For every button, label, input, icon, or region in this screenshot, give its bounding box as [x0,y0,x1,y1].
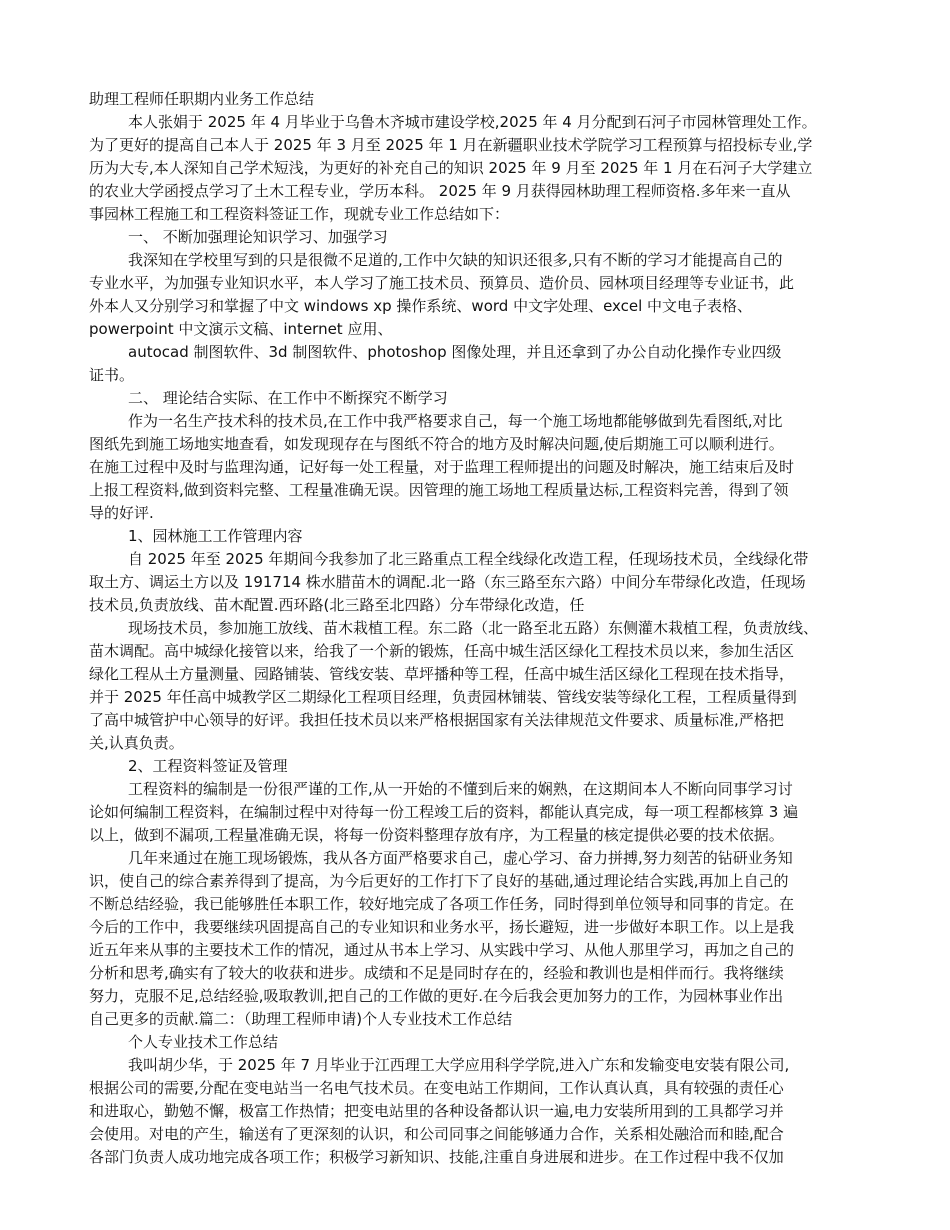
section-heading: 个人专业技术工作总结 [128,1033,279,1051]
text-line: 历为大专,本人深知自己学术短浅，为更好的补充自己的知识 2025 年 9 月至 2025 年 1 月在石河子大学建立 [89,159,813,177]
text-line: 的农业大学函授点学习了土木工程专业，学历本科。 2025 年 9 月获得园林助理工程师资格.多年来一直从 [89,182,791,200]
text-line: 了高中城管护中心领导的好评。我担任技术员以来严格根据国家有关法律规范文件要求、质量标准,严格把 [89,711,784,729]
text-line: 图纸先到施工场地实地查看，如发现现存在与图纸不符合的地方及时解决问题,使后期施工可以顺利进行。 [89,435,784,453]
text-line: 近五年来从事的主要技术工作的情况，通过从书本上学习、从实践中学习、从他人那里学习，再加之自己的 [89,941,795,959]
section-heading: 二、 理论结合实际、在工作中不断探究不断学习 [128,389,448,407]
text-line: 现场技术员，参加施工放线、苗木栽植工程。东二路（北一路至北五路）东侧灌木栽植工程，负责放线、 [128,619,819,637]
text-line: 几年来通过在施工现场锻炼，我从各方面严格要求自己，虚心学习、奋力拼搏,努力刻苦的钻研业务知 [128,849,793,867]
text-line: 分析和思考,确实有了较大的收获和进步。成绩和不足是同时存在的，经验和教训也是相伴而行。我将继续 [89,964,784,982]
text-line: 以上，做到不漏项,工程量准确无误，将每一份资料整理存放有序，为工程量的核定提供必要的技术依据。 [89,826,784,844]
text-line: autocad 制图软件、3d 制图软件、photoshop 图像处理，并且还拿到了办公自动化操作专业四级 [128,343,782,361]
text-line: 导的好评. [89,504,154,522]
text-line: 作为一名生产技术科的技术员,在工作中我严格要求自己，每一个施工场地都能够做到先看图纸,对比 [128,412,783,430]
subsection-heading: 2、工程资料签证及管理 [128,757,288,775]
text-line: 技术员,负责放线、苗木配置.西环路(北三路至北四路）分车带绿化改造，任 [89,596,585,614]
text-line: 外本人又分别学习和掌握了中文 windows xp 操作系统、word 中文字处理、excel 中文电子表格、 [89,297,753,315]
text-line: 自 2025 年至 2025 年期间今我参加了北三路重点工程全线绿化改造工程，任现场技术员，全线绿化带 [128,550,809,568]
text-line: 论如何编制工程资料，在编制过程中对待每一份工程竣工后的资料，都能认真完成，每一项工程都核算 3 遍 [89,803,799,821]
document-title: 助理工程师任职期内业务工作总结 [89,90,315,108]
text-line: 会使用。对电的产生，输送有了更深刻的认识，和公司同事之间能够通力合作，关系相处融洽而和睦,配合 [89,1125,784,1143]
text-line: 我叫胡少华，于 2025 年 7 月毕业于江西理工大学应用科学学院,进入广东和发输变电安装有限公司, [128,1056,790,1074]
text-line: 上报工程资料,做到资料完整、工程量准确无误。因管理的施工场地工程质量达标,工程资料完善，得到了领 [89,481,789,499]
text-line: 识，使自己的综合素养得到了提高，为今后更好的工作打下了良好的基础,通过理论结合实践,再加上自己的 [89,872,789,890]
text-line: 取土方、调运土方以及 191714 株水腊苗木的调配.北一路（东三路至东六路）中间分车带绿化改造，任现场 [89,573,806,591]
text-line: 我深知在学校里写到的只是很微不足道的,工作中欠缺的知识还很多,只有不断的学习才能提高自己的 [128,251,783,269]
section-heading: 一、 不断加强理论知识学习、加强学习 [128,228,388,246]
text-line: 努力，克服不足,总结经验,吸取教训,把自己的工作做的更好.在今后我会更加努力的工作，为园林事业作出 [89,987,784,1005]
text-line: 各部门负责人成功地完成各项工作；积极学习新知识、技能,注重自身进展和进步。在工作过程中我不仅加 [89,1148,784,1166]
text-line: 本人张娟于 2025 年 4 月毕业于乌鲁木齐城市建设学校,2025 年 4 月分配到石河子市园林管理处工作。 [128,113,817,131]
text-line: 工程资料的编制是一份很严谨的工作,从一开始的不懂到后来的娴熟，在这期间本人不断向同事学习讨 [128,780,793,798]
text-line: 今后的工作中，我要继续巩固提高自己的专业知识和业务水平，扬长避短，进一步做好本职工作。以上是我 [89,918,795,936]
text-line: 苗木调配。高中城绿化接管以来，给我了一个新的锻炼，任高中城生活区绿化工程技术员以来，参加生活区 [89,642,795,660]
text-line: 根据公司的需要,分配在变电站当一名电气技术员。在变电站工作期间，工作认真认真，具有较强的责任心 [89,1079,784,1097]
text-line: 事园林工程施工和工程资料签证工作，现就专业工作总结如下： [89,205,510,223]
text-line: 专业水平，为加强专业知识水平，本人学习了施工技术员、预算员、造价员、园林项目经理等专业证书，此 [89,274,795,292]
text-line: 绿化工程从土方量测量、园路铺装、管线安装、草坪播种等工程，任高中城生活区绿化工程现在技术指导， [89,665,795,683]
text-line: 证书。 [89,366,135,384]
text-line: 和进取心，勤勉不懈，极富工作热情；把变电站里的各种设备都认识一遍,电力安装所用到的工具都学习并 [89,1102,784,1120]
text-line: 在施工过程中及时与监理沟通，记好每一处工程量，对于监理工程师提出的问题及时解决，施工结束后及时 [89,458,795,476]
subsection-heading: 1、园林施工工作管理内容 [128,527,303,545]
text-line: 并于 2025 年任高中城教学区二期绿化工程项目经理，负责园林铺装、管线安装等绿化工程，工程质量得到 [89,688,797,706]
text-line: 为了更好的提高自己本人于 2025 年 3 月至 2025 年 1 月在新疆职业技术学院学习工程预算与招投标专业,学 [89,136,813,154]
text-line: powerpoint 中文演示文稿、internet 应用、 [89,320,393,338]
text-line: 自己更多的贡献.篇二：（助理工程师申请)个人专业技术工作总结 [89,1010,513,1028]
text-line: 不断总结经验，我已能够胜任本职工作，较好地完成了各项工作任务，同时得到单位领导和同事的肯定。在 [89,895,795,913]
text-line: 关,认真负责。 [89,734,184,752]
